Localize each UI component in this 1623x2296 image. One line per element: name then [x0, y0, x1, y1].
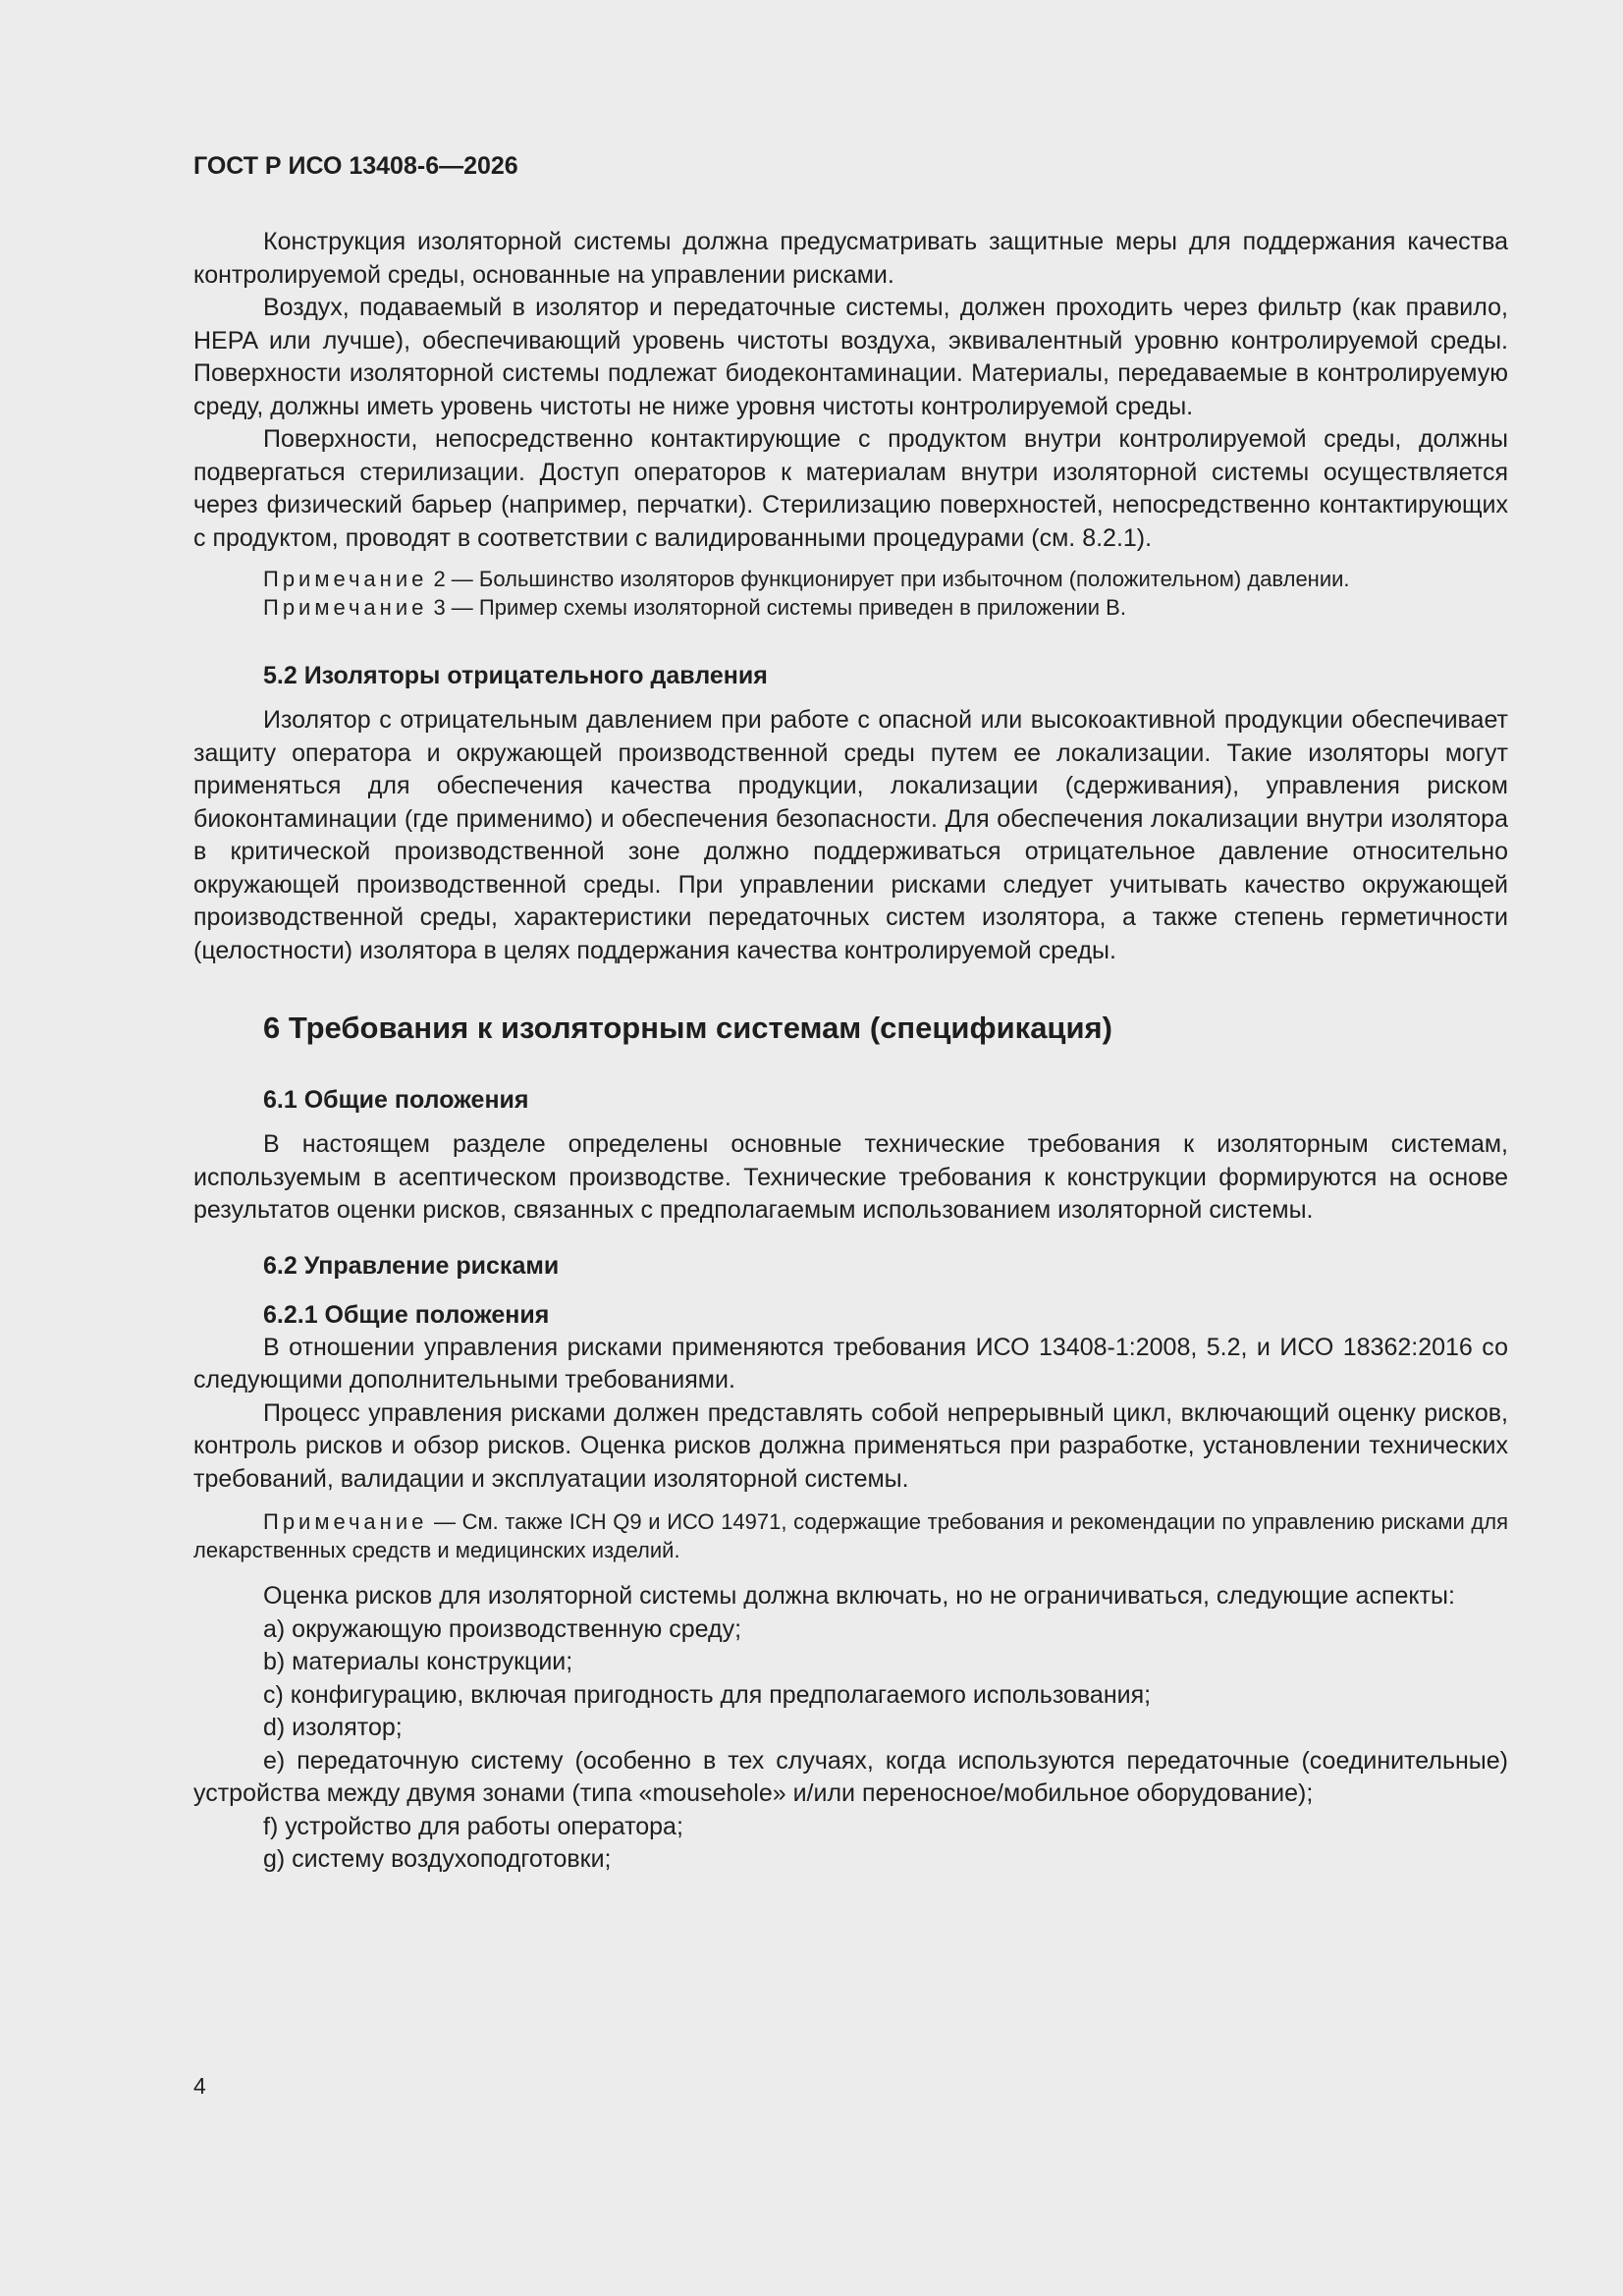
paragraph: Воздух, подаваемый в изолятор и передаточные системы, должен проходить через фильтр (как правило, HEPA или лучше), обеспечивающий уровень чистоты воздуха, эквивалентный уровню контролируемой среды. Поверхности изоляторной системы подлежат биодеконтаминации. Материалы, передаваемые в контролируемую среду, должны иметь уровень чистоты не ниже уровня чистоты контролируемой среды. [193, 294, 1508, 420]
paragraph: Поверхности, непосредственно контактирующие с продуктом внутри контролируемой среды, должны подвергаться стерилизации. Доступ операторов к материалам внутри изоляторной системы осуществляется через физический барьер (например, перчатки). Стерилизацию поверхностей, непосредственно контактирующих с продуктом, проводят в соответствии с валидированными процедурами (см. 8.2.1). [193, 425, 1508, 552]
note-text: — См. также ICH Q9 и ИСО 14971, содержащие требования и рекомендации по управлению рисками для лекарственных средств и медицинских изделий. [193, 1509, 1508, 1562]
section-heading: 5.2 Изоляторы отрицательного давления [263, 662, 768, 689]
list-item: а) окружающую производственную среду; [263, 1614, 742, 1643]
list-item: e) передаточную систему (особенно в тех случаях, когда используются передаточные (соединительные) устройства между двумя зонами (типа «mousehole» и/или переносное/мобильное оборудование); [193, 1746, 1508, 1807]
paragraph: В настоящем разделе определены основные технические требования к изоляторным системам, используемым в асептическом производстве. Технические требования к конструкции формируются на основе результатов оценки рисков, связанных с предполагаемым использованием изоляторной системы. [193, 1130, 1508, 1224]
paragraph: В отношении управления рисками применяются требования ИСО 13408-1:2008, 5.2, и ИСО 18362:2016 со следующими дополнительными требованиями. [193, 1333, 1508, 1394]
note-label: Примечание [263, 595, 428, 620]
chapter-heading: 6 Требования к изоляторным системам (спецификация) [263, 1011, 1112, 1045]
note-text: 3 — Пример схемы изоляторной системы приведен в приложении В. [427, 595, 1126, 620]
note-text: 2 — Большинство изоляторов функционирует при избыточном (положительном) давлении. [427, 567, 1350, 591]
list-item: g) систему воздухоподготовки; [263, 1845, 612, 1873]
note-label: Примечание [263, 567, 428, 591]
section-heading: 6.2 Управление рисками [263, 1251, 560, 1280]
subsection-heading: 6.2.1 Общие положения [263, 1300, 550, 1329]
note [193, 565, 1508, 593]
note-label: Примечание [263, 1509, 428, 1534]
list-item: d) изолятор; [263, 1714, 403, 1741]
document-header: ГОСТ Р ИСО 13408-6—2026 [193, 152, 518, 180]
list-item: c) конфигурацию, включая пригодность для предполагаемого использования; [263, 1680, 1152, 1709]
note [193, 593, 1508, 622]
paragraph: Конструкция изоляторной системы должна предусматривать защитные меры для поддержания качества контролируемой среды, основанные на управлении рисками. [193, 228, 1508, 289]
paragraph: Изолятор с отрицательным давлением при работе с опасной или высокоактивной продукции обеспечивает защиту оператора и окружающей производственной среды путем ее локализации. Такие изоляторы могут применяться для обеспечения качества продукции, локализации (сдерживания), управления риском биоконтаминации (где применимо) и обеспечения безопасности. Для обеспечения локализации внутри изолятора в критической производственной зоне должно поддерживаться отрицательное давление относительно окружающей производственной среды. При управлении рисками следует учитывать качество окружающей производственной среды, характеристики передаточных систем изолятора, а также степень герметичности (целостности) изолятора в целях поддержания качества контролируемой среды. [193, 706, 1508, 964]
section-heading: 6.1 Общие положения [263, 1086, 529, 1114]
page-number: 4 [193, 2073, 206, 2099]
page-content [193, 147, 1508, 1877]
paragraph: Оценка рисков для изоляторной системы должна включать, но не ограничиваться, следующие аспекты: [263, 1582, 1455, 1610]
list-item: f) устройство для работы оператора; [263, 1812, 683, 1840]
paragraph: Процесс управления рисками должен представлять собой непрерывный цикл, включающий оценку рисков, контроль рисков и обзор рисков. Оценка рисков должна применяться при разработке, установлении технических требований, валидации и эксплуатации изоляторной системы. [193, 1398, 1508, 1493]
note [193, 1507, 1508, 1564]
list-item: b) материалы конструкции; [263, 1648, 573, 1675]
